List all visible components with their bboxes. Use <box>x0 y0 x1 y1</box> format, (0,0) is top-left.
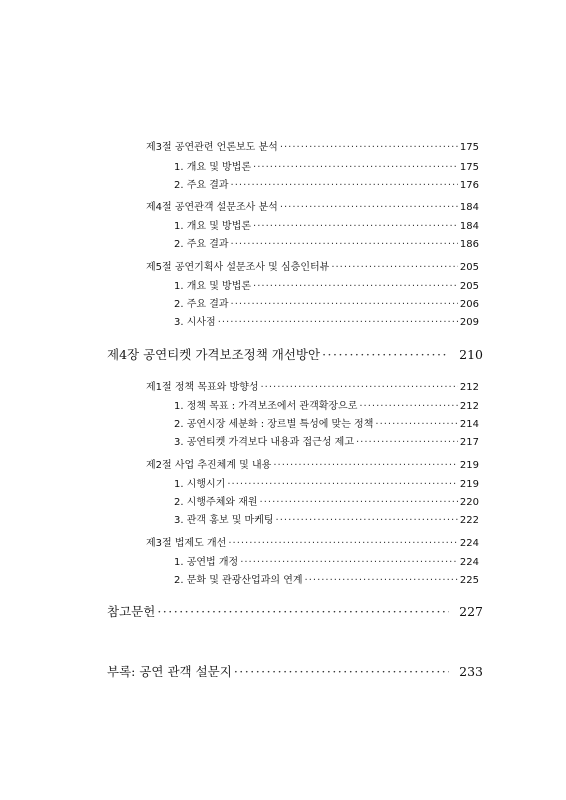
toc-entry[interactable] <box>174 176 479 191</box>
toc-entry-page: 212 <box>459 382 479 393</box>
toc-entry-title: 3. 시사점 <box>174 317 216 328</box>
dot-leader <box>227 479 458 490</box>
toc-entry-title: 2. 공연시장 세분화 : 장르별 특성에 맞는 정책 <box>174 419 374 430</box>
toc-chapter-page: 227 <box>459 604 483 619</box>
toc-entry[interactable] <box>174 397 479 412</box>
dot-leader <box>231 180 458 191</box>
dot-leader <box>231 239 458 250</box>
toc-entry-page: 184 <box>459 221 479 232</box>
toc-entry-page: 175 <box>459 162 479 173</box>
dot-leader <box>260 497 458 508</box>
toc-entry[interactable] <box>174 511 479 526</box>
toc-entry[interactable] <box>146 534 479 549</box>
toc-entry[interactable] <box>174 158 479 173</box>
toc-entry[interactable] <box>146 456 479 471</box>
toc-entry-title: 1. 개요 및 방법론 <box>174 281 252 292</box>
toc-entry-title: 2. 시행주체와 재원 <box>174 497 258 508</box>
dot-leader <box>305 575 458 586</box>
toc-entry-title: 제3절 법제도 개선 <box>146 538 227 549</box>
toc-entry-page: 224 <box>459 557 479 568</box>
dot-leader <box>253 221 458 232</box>
toc-entry-title: 제2절 사업 추진체계 및 내용 <box>146 460 272 471</box>
dot-leader <box>356 437 458 448</box>
dot-leader <box>240 557 458 568</box>
toc-entry[interactable] <box>146 378 479 393</box>
dot-leader <box>276 515 458 526</box>
toc-entry-title: 1. 시행시기 <box>174 479 226 490</box>
toc-chapter-entry[interactable] <box>107 602 483 620</box>
toc-entry-page: 219 <box>459 479 479 490</box>
toc-entry-title: 3. 공연티켓 가격보다 내용과 접근성 제고 <box>174 437 354 448</box>
dot-leader <box>273 460 458 471</box>
toc-entry-title: 1. 개요 및 방법론 <box>174 162 252 173</box>
toc-entry-title: 제5절 공연기획사 설문조사 및 심층인터뷰 <box>146 262 330 273</box>
toc-entry[interactable] <box>174 493 479 508</box>
toc-chapter-title: 참고문헌 <box>107 604 156 619</box>
toc-entry-page: 184 <box>459 202 479 213</box>
toc-entry-page: 212 <box>459 401 479 412</box>
toc-entry[interactable] <box>146 198 479 213</box>
toc-entry-page: 209 <box>459 317 479 328</box>
toc-entry[interactable] <box>174 571 479 586</box>
toc-entry-page: 225 <box>459 575 479 586</box>
toc-entry-title: 2. 주요 결과 <box>174 239 229 250</box>
toc-entry-title: 제3절 공연관련 언론보도 분석 <box>146 142 278 153</box>
toc-entry-title: 2. 주요 결과 <box>174 180 229 191</box>
toc-entry-title: 2. 주요 결과 <box>174 299 229 310</box>
toc-entry-page: 220 <box>459 497 479 508</box>
toc-entry[interactable] <box>174 415 479 430</box>
toc-entry[interactable] <box>146 138 479 153</box>
toc-entry-title: 1. 공연법 개정 <box>174 557 239 568</box>
dot-leader <box>359 401 458 412</box>
toc-entry[interactable] <box>174 217 479 232</box>
toc-entry-page: 222 <box>459 515 479 526</box>
toc-entry[interactable] <box>174 553 479 568</box>
dot-leader <box>253 281 458 292</box>
dot-leader <box>280 202 458 213</box>
toc-entry[interactable] <box>174 475 479 490</box>
toc-chapter-title: 제4장 공연티켓 가격보조정책 개선방안 <box>107 347 321 362</box>
toc-chapter-page: 233 <box>459 664 483 679</box>
toc-entry[interactable] <box>174 433 479 448</box>
toc-entry-title: 제4절 공연관객 설문조사 분석 <box>146 202 278 213</box>
dot-leader <box>234 664 449 679</box>
toc-entry-title: 1. 개요 및 방법론 <box>174 221 252 232</box>
dot-leader <box>322 347 449 362</box>
dot-leader <box>261 382 458 393</box>
dot-leader <box>228 538 458 549</box>
toc-entry-page: 214 <box>459 419 479 430</box>
toc-entry-page: 186 <box>459 239 479 250</box>
toc-entry[interactable] <box>174 295 479 310</box>
toc-entry-title: 제1절 정책 목표와 방향성 <box>146 382 259 393</box>
toc-entry-title: 1. 정책 목표 : 가격보조에서 관객확장으로 <box>174 401 358 412</box>
toc-entry-page: 205 <box>459 281 479 292</box>
toc-chapter-entry[interactable] <box>107 345 483 363</box>
toc-entry[interactable] <box>174 277 479 292</box>
dot-leader <box>253 162 458 173</box>
dot-leader <box>331 262 458 273</box>
toc-entry-page: 217 <box>459 437 479 448</box>
toc-chapter-entry[interactable] <box>107 662 483 680</box>
toc-entry-page: 205 <box>459 262 479 273</box>
dot-leader <box>231 299 458 310</box>
toc-entry-page: 176 <box>459 180 479 191</box>
dot-leader <box>280 142 458 153</box>
toc-entry-page: 224 <box>459 538 479 549</box>
toc-entry[interactable] <box>146 258 479 273</box>
toc-entry[interactable] <box>174 313 479 328</box>
toc-chapter-title: 부록: 공연 관객 설문지 <box>107 664 232 679</box>
toc-entry-page: 219 <box>459 460 479 471</box>
dot-leader <box>375 419 458 430</box>
dot-leader <box>218 317 458 328</box>
dot-leader <box>157 604 449 619</box>
toc-chapter-page: 210 <box>459 347 483 362</box>
toc-entry-title: 3. 관객 홍보 및 마케팅 <box>174 515 274 526</box>
toc-entry-page: 175 <box>459 142 479 153</box>
toc-entry-page: 206 <box>459 299 479 310</box>
toc-entry[interactable] <box>174 235 479 250</box>
toc-entry-title: 2. 문화 및 관광산업과의 연계 <box>174 575 303 586</box>
